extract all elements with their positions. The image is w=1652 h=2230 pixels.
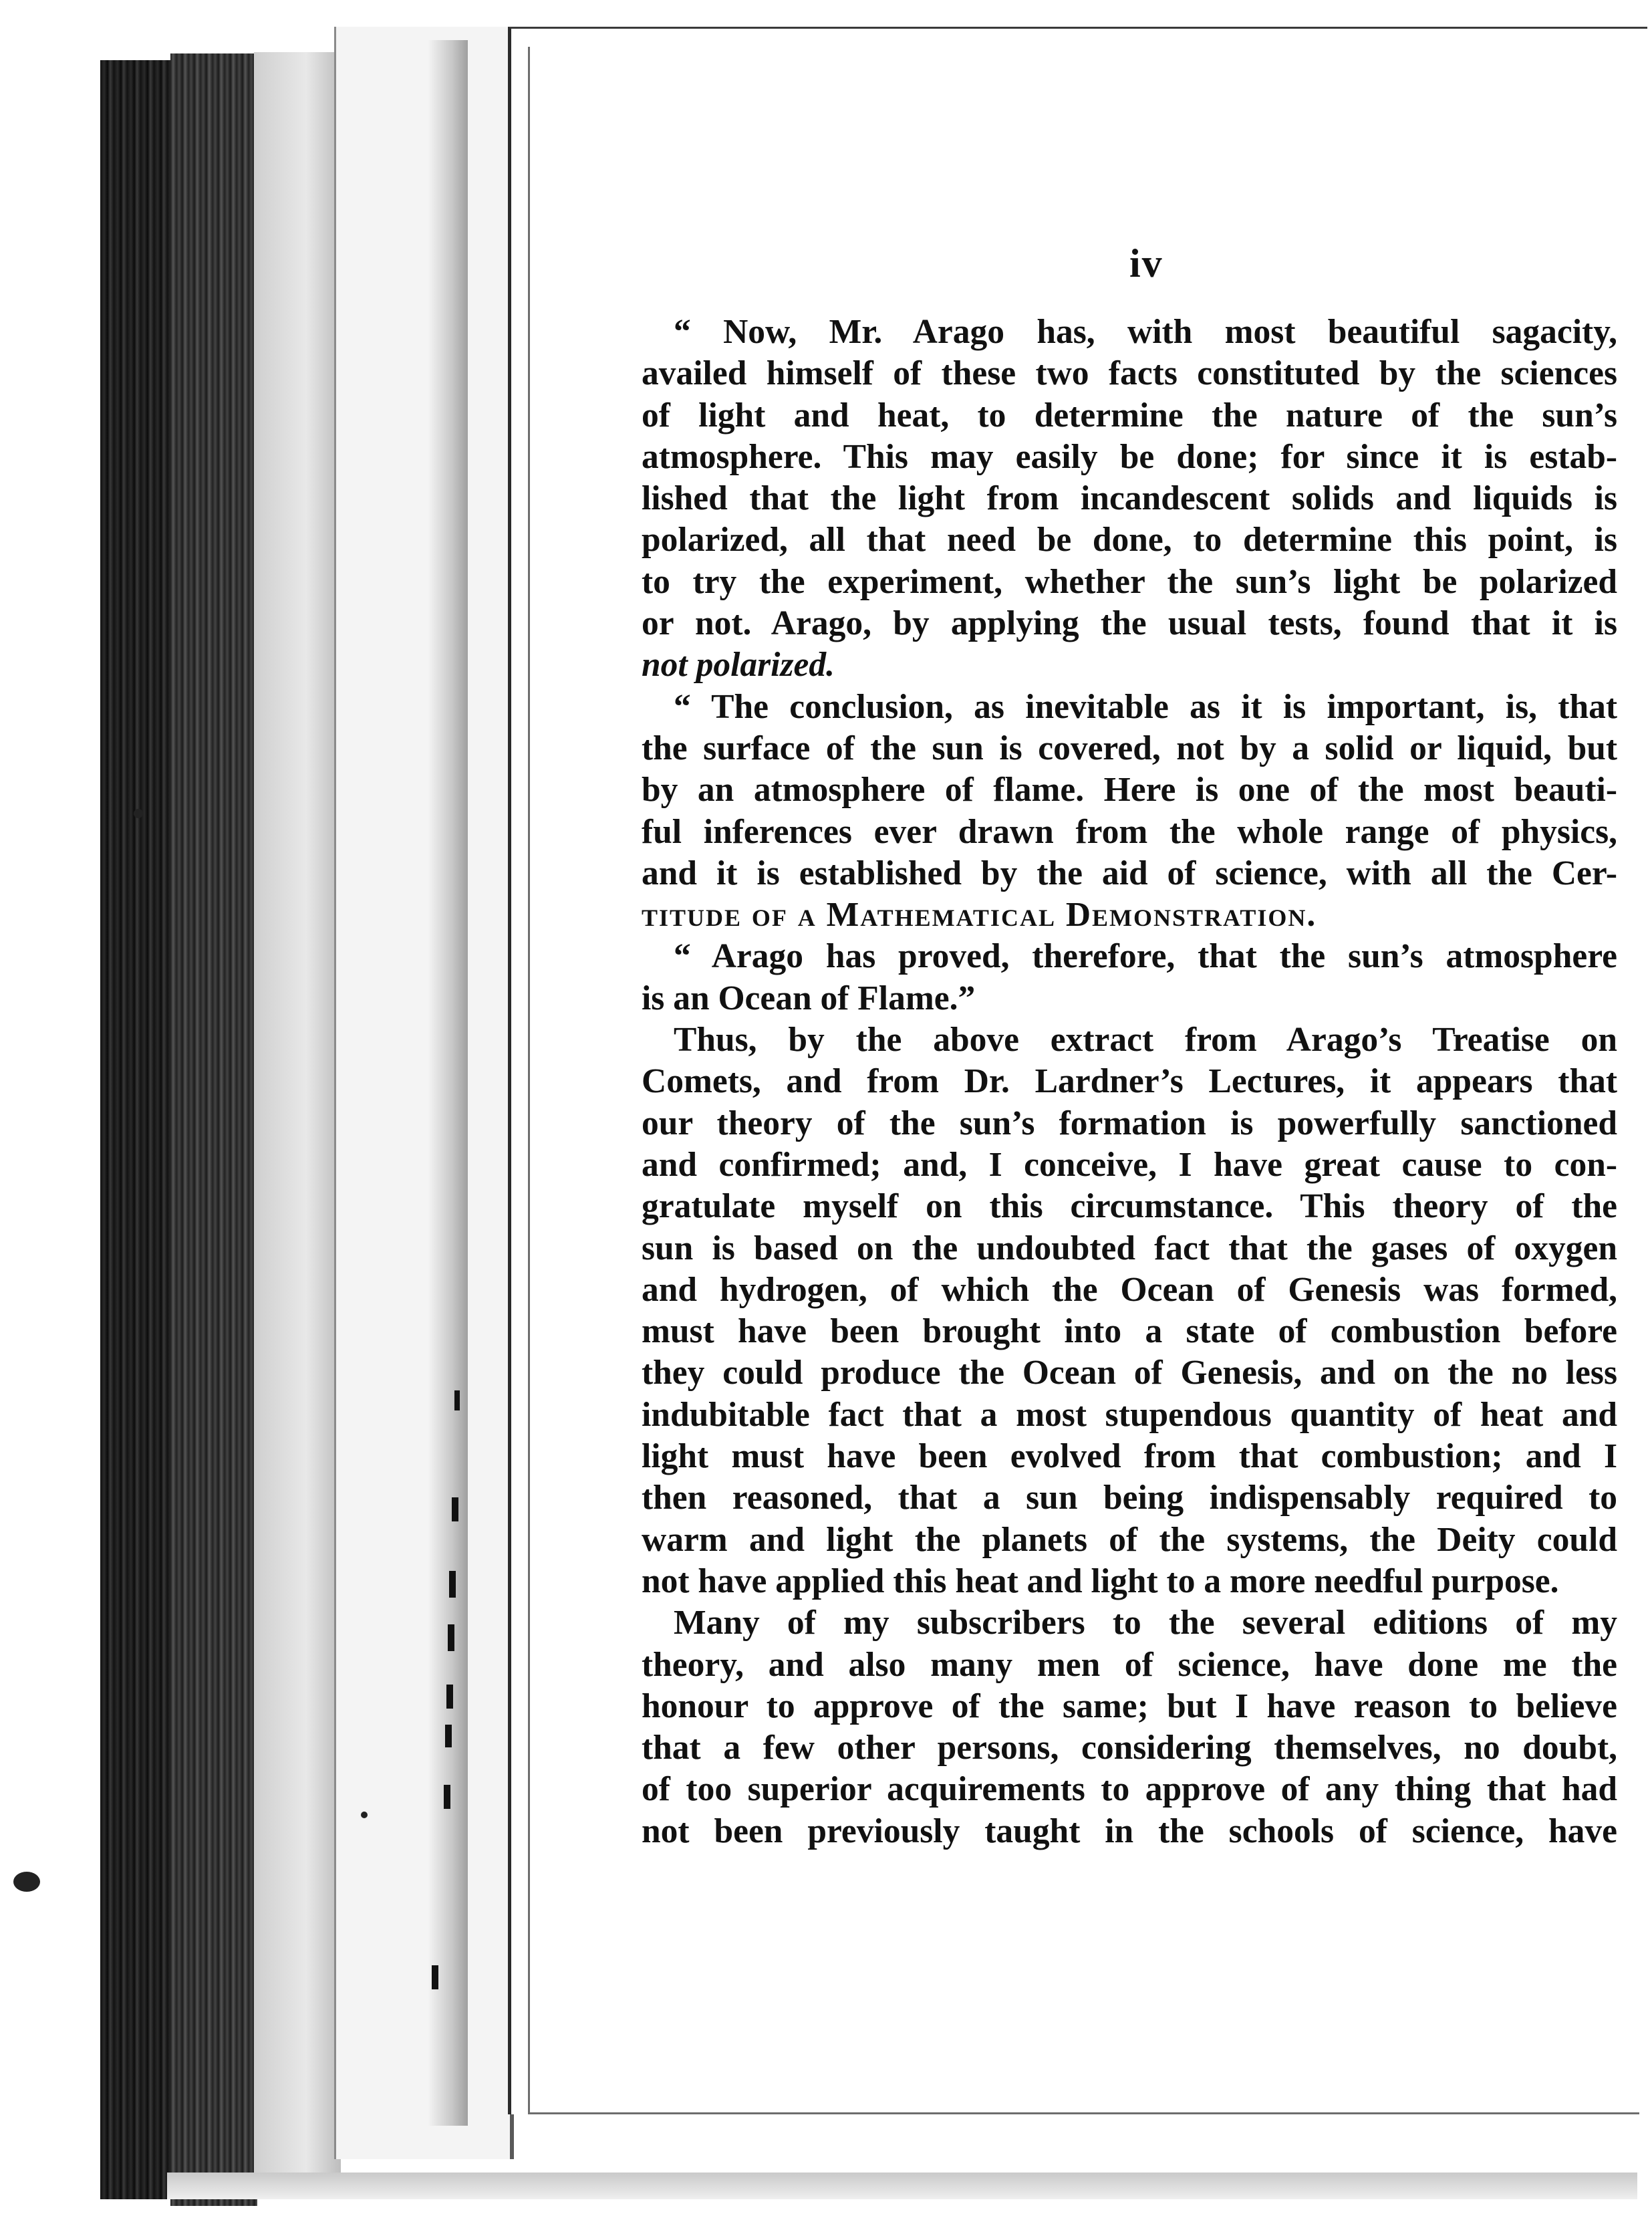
text-line: Thus, by the above extract from Arago’s Treatise on xyxy=(674,1021,1617,1060)
text-line: must have been brought into a state of combustion before xyxy=(642,1312,1617,1351)
text-line: gratulate myself on this circumstance. This theory of the xyxy=(642,1187,1617,1226)
text-line: of light and heat, to determine the nature of the sun’s xyxy=(642,396,1617,435)
body-text xyxy=(642,312,1617,1852)
ink-mark xyxy=(448,1624,454,1651)
text-line: then reasoned, that a sun being indispensably required to xyxy=(642,1479,1617,1517)
ink-mark xyxy=(432,1965,438,1989)
binding-edge xyxy=(170,53,257,2206)
text-line: “ The conclusion, as inevitable as it is important, is, that xyxy=(674,687,1617,726)
text-line: “ Now, Mr. Arago has, with most beautiful sagacity, xyxy=(674,313,1617,351)
ink-mark xyxy=(444,1785,450,1809)
ink-mark xyxy=(452,1497,458,1521)
text-line: to try the experiment, whether the sun’s light be polarized xyxy=(642,562,1617,601)
text-line: sun is based on the undoubted fact that the gases of oxygen xyxy=(642,1229,1617,1267)
text-line: the surface of the sun is covered, not by a solid or liquid, but xyxy=(642,729,1617,767)
text-line: warm and light the planets of the systems, the Deity could xyxy=(642,1520,1617,1559)
text-line: Many of my subscribers to the several editions of my xyxy=(674,1604,1617,1642)
text-line: not been previously taught in the schools of science, have xyxy=(642,1812,1617,1850)
ink-mark xyxy=(446,1685,453,1709)
text-line: or not. Arago, by applying the usual tests, found that it is xyxy=(642,604,1617,643)
facing-leaf xyxy=(334,27,514,2159)
text-line: light must have been evolved from that combustion; and I xyxy=(642,1437,1617,1476)
text-line: our theory of the sun’s formation is powerfully sanctioned xyxy=(642,1104,1617,1142)
page-bottom-edge xyxy=(167,2173,1637,2199)
speck xyxy=(361,1812,368,1818)
text-line: they could produce the Ocean of Genesis, and on the no less xyxy=(642,1354,1617,1392)
text-line: theory, and also many men of science, have done me the xyxy=(642,1645,1617,1684)
facing-leaf-edge xyxy=(254,52,341,2198)
page-number: iv xyxy=(1129,241,1163,285)
ink-mark xyxy=(449,1571,456,1598)
speck xyxy=(13,1872,40,1892)
text-line: and confirmed; and, I conceive, I have great cause to con- xyxy=(642,1145,1617,1184)
text-line: Comets, and from Dr. Lardner’s Lectures, it appears that xyxy=(642,1062,1617,1101)
text-line: availed himself of these two facts constituted by the sciences xyxy=(642,354,1617,393)
text-line: not have applied this heat and light to a more needful purpose. xyxy=(642,1562,1559,1600)
text-line: ful inferences ever drawn from the whole range of physics, xyxy=(642,812,1617,851)
speck xyxy=(134,809,143,818)
text-line: polarized, all that need be done, to determine this point, is xyxy=(642,521,1617,560)
text-line: is an Ocean of Flame.” xyxy=(642,979,976,1017)
leaf-shadow xyxy=(428,40,468,2126)
text-line: by an atmosphere of flame. Here is one of the most beauti- xyxy=(642,771,1617,810)
text-line: of too superior acquirements to approve of any thing that had xyxy=(642,1770,1617,1809)
page-stack-edge xyxy=(100,60,174,2199)
text-line: titude of a Mathematical Demonstration. xyxy=(642,896,1317,935)
text-line: indubitable fact that a most stupendous quantity of heat and xyxy=(642,1395,1617,1434)
ink-mark xyxy=(445,1725,452,1747)
text-line: and hydrogen, of which the Ocean of Genesis was formed, xyxy=(642,1270,1617,1309)
text-line: that a few other persons, considering themselves, no doubt, xyxy=(642,1729,1617,1767)
text-line: honour to approve of the same; but I have reason to believe xyxy=(642,1687,1617,1725)
text-line: “ Arago has proved, therefore, that the sun’s atmosphere xyxy=(674,937,1617,976)
ink-mark xyxy=(454,1390,460,1410)
text-line: lished that the light from incandescent solids and liquids is xyxy=(642,479,1617,518)
text-line: not polarized. xyxy=(642,646,835,685)
text-line: and it is established by the aid of science, with all the Cer- xyxy=(642,854,1617,892)
text-line: atmosphere. This may easily be done; for since it is estab- xyxy=(642,437,1617,476)
